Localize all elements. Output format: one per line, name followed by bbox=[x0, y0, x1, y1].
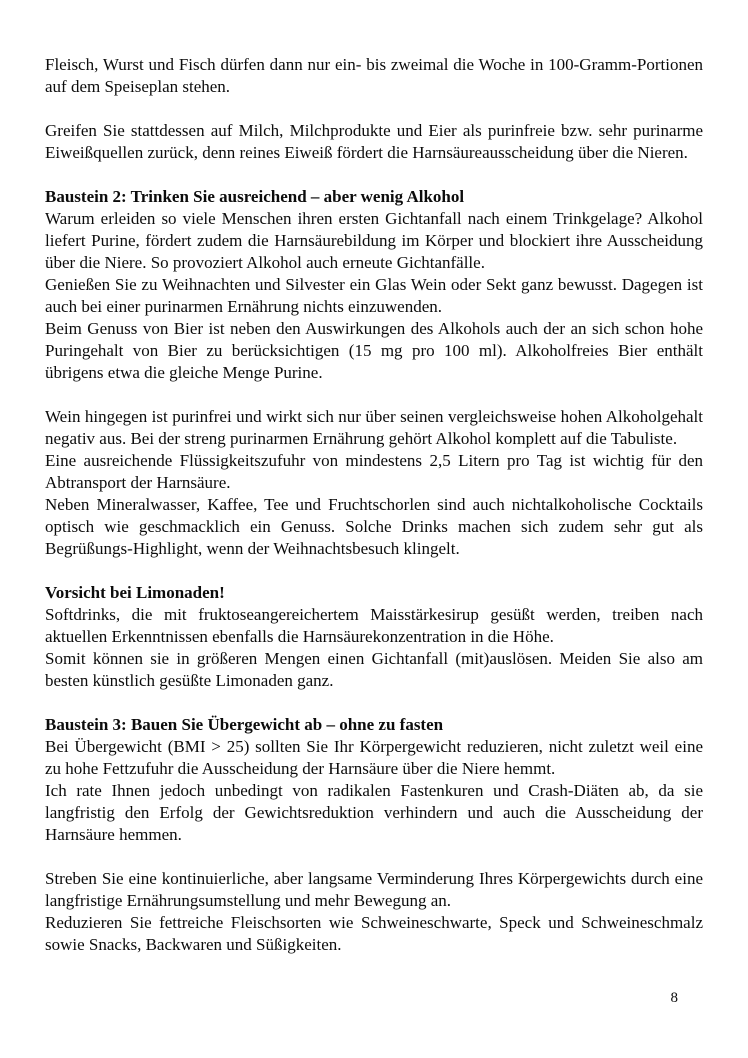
section-heading-baustein-2: Baustein 2: Trinken Sie ausreichend – aber wenig Alkohol bbox=[45, 187, 465, 206]
paragraph-crash-diets: Ich rate Ihnen jedoch unbedingt von radikalen Fastenkuren und Crash-Diäten ab, da sie langfristig den Erfolg der Gewichtsreduktion verhindern und auch die Ausscheidung der Harnsäure hemmen. bbox=[45, 781, 703, 844]
paragraph-alcohol-gout: Warum erleiden so viele Menschen ihren ersten Gichtanfall nach einem Trinkgelage? Alkohol liefert Purine, fördert zudem die Harnsäurebildung im Körper und blockiert ihre Ausscheidung über die Niere. So provoziert Alkohol auch erneute Gichtanfälle. bbox=[45, 209, 703, 272]
section-heading-limonaden: Vorsicht bei Limonaden! bbox=[45, 583, 225, 602]
paragraph-beer-purine: Beim Genuss von Bier ist neben den Auswirkungen des Alkohols auch der an sich schon hohe Puringehalt von Bier zu berücksichtigen (15 mg pro 100 ml). Alkoholfreies Bier enthält übrigens etwa die gleiche Menge Purine. bbox=[45, 319, 703, 382]
paragraph-slow-weight-loss: Streben Sie eine kontinuierliche, aber langsame Verminderung Ihres Körpergewichts durch eine langfristige Ernährungsumstellung und mehr Bewegung an. bbox=[45, 869, 703, 910]
paragraph-wine-purinefree: Wein hingegen ist purinfrei und wirkt sich nur über seinen vergleichsweise hohen Alkoholgehalt negativ aus. Bei der streng purinarmen Ernährung gehört Alkohol komplett auf die Tabuliste. bbox=[45, 407, 703, 448]
paragraph-fluid-intake: Eine ausreichende Flüssigkeitszufuhr von mindestens 2,5 Litern pro Tag ist wichtig für den Abtransport der Harnsäure. bbox=[45, 451, 703, 492]
page-number: 8 bbox=[670, 990, 678, 1006]
paragraph-bmi-weight: Bei Übergewicht (BMI > 25) sollten Sie Ihr Körpergewicht reduzieren, nicht zuletzt weil eine zu hohe Fettzufuhr die Ausscheidung der Harnsäure über die Niere hemmt. bbox=[45, 737, 703, 778]
paragraph-meat-portions: Fleisch, Wurst und Fisch dürfen dann nur ein- bis zweimal die Woche in 100-Gramm-Portionen auf dem Speiseplan stehen. bbox=[45, 55, 703, 96]
paragraph-avoid-limonade: Somit können sie in größeren Mengen einen Gichtanfall (mit)auslösen. Meiden Sie also am besten künstlich gesüßte Limonaden ganz. bbox=[45, 649, 703, 690]
page-text-column bbox=[45, 54, 703, 956]
paragraph-nonalcoholic-cocktails: Neben Mineralwasser, Kaffee, Tee und Fruchtschorlen sind auch nichtalkoholische Cocktails optisch wie geschmacklich ein Genuss. Solche Drinks machen sich zudem sehr gut als Begrüßungs-Highlight, wenn der Weihnachtsbesuch klingelt. bbox=[45, 495, 703, 558]
blank-line bbox=[45, 164, 703, 186]
paragraph-wine-christmas: Genießen Sie zu Weihnachten und Silvester ein Glas Wein oder Sekt ganz bewusst. Dagegen ist auch bei einer purinarmen Ernährung nichts einzuwenden. bbox=[45, 275, 703, 316]
paragraph-reduce-fatty-meat: Reduzieren Sie fettreiche Fleischsorten wie Schweineschwarte, Speck und Schweineschmalz sowie Snacks, Backwaren und Süßigkeiten. bbox=[45, 913, 703, 954]
blank-line bbox=[45, 692, 703, 714]
blank-line bbox=[45, 384, 703, 406]
blank-line bbox=[45, 846, 703, 868]
paragraph-softdrinks: Softdrinks, die mit fruktoseangereichertem Maisstärkesirup gesüßt werden, treiben nach aktuellen Erkenntnissen ebenfalls die Harnsäurekonzentration in die Höhe. bbox=[45, 605, 703, 646]
blank-line bbox=[45, 560, 703, 582]
section-heading-baustein-3: Baustein 3: Bauen Sie Übergewicht ab – ohne zu fasten bbox=[45, 715, 444, 734]
paragraph-milk-eggs: Greifen Sie stattdessen auf Milch, Milchprodukte und Eier als purinfreie bzw. sehr purinarme Eiweißquellen zurück, denn reines Eiweiß fördert die Harnsäureausscheidung über die Nieren. bbox=[45, 121, 703, 162]
blank-line bbox=[45, 98, 703, 120]
